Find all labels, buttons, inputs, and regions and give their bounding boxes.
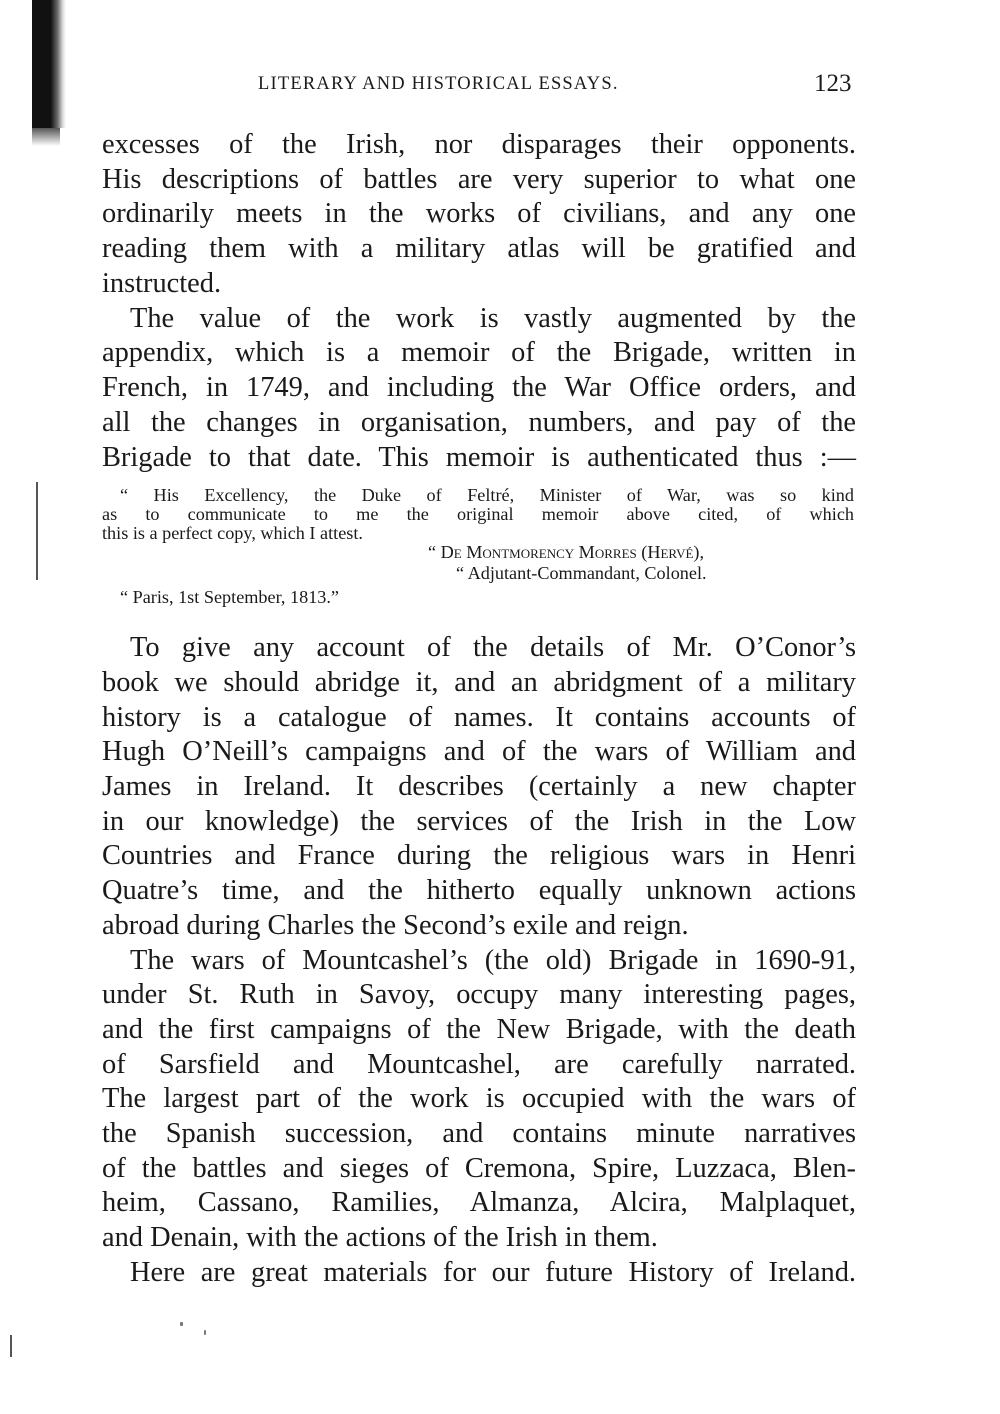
- text-line: and Denain, with the actions of the Irish in them.: [102, 1222, 658, 1253]
- text-line: Quatre’s time, and the hitherto equally unknown actions: [102, 875, 856, 906]
- text-line: Hugh O’Neill’s campaigns and of the wars of William and: [102, 736, 856, 767]
- text-line: the Spanish succession, and contains minute narratives: [102, 1118, 856, 1149]
- text-line: Countries and France during the religious wars in Henri: [102, 840, 856, 871]
- text-line: ordinarily meets in the works of civilians, and any one: [102, 198, 856, 229]
- text-line: The wars of Mountcashel’s (the old) Brigade in 1690-91,: [130, 945, 856, 976]
- text-line: heim, Cassano, Ramilies, Almanza, Alcira, Malplaquet,: [102, 1187, 856, 1218]
- text-line: all the changes in organisation, numbers, and pay of the: [102, 407, 856, 438]
- text-line: Brigade to that date. This memoir is authenticated thus :—: [102, 442, 856, 473]
- text-line: instructed.: [102, 268, 222, 299]
- quote-signature-name: “ De Montmorency Morres (Hervé),: [428, 542, 704, 562]
- running-head: LITERARY AND HISTORICAL ESSAYS.: [258, 74, 619, 94]
- text-line: abroad during Charles the Second’s exile and reign.: [102, 910, 689, 941]
- quote-line: “ His Excellency, the Duke of Feltré, Minister of War, was so kind: [120, 485, 854, 505]
- quote-signature-title: “ Adjutant-Commandant, Colonel.: [456, 563, 707, 583]
- text-line: James in Ireland. It describes (certainly a new chapter: [102, 771, 856, 802]
- scan-binding-shadow: [32, 0, 66, 128]
- text-line: history is a catalogue of names. It contains accounts of: [102, 702, 856, 733]
- text-line: To give any account of the details of Mr. O’Conor’s: [130, 632, 856, 663]
- scan-speck: [180, 1322, 183, 1326]
- text-line: under St. Ruth in Savoy, occupy many interesting pages,: [102, 979, 856, 1010]
- text-line: of Sarsfield and Mountcashel, are carefully narrated.: [102, 1049, 856, 1080]
- text-line: The largest part of the work is occupied with the wars of: [102, 1083, 856, 1114]
- text-line: excesses of the Irish, nor disparages their opponents.: [102, 129, 856, 160]
- text-line: in our knowledge) the services of the Irish in the Low: [102, 806, 856, 837]
- text-line: book we should abridge it, and an abridgment of a military: [102, 667, 856, 698]
- text-line: of the battles and sieges of Cremona, Spire, Luzzaca, Blen-: [102, 1153, 856, 1184]
- page-number: 123: [814, 70, 852, 97]
- text-line: French, in 1749, and including the War Office orders, and: [102, 372, 856, 403]
- quote-line: as to communicate to me the original memoir above cited, of which: [102, 504, 854, 524]
- text-line: His descriptions of battles are very superior to what one: [102, 164, 856, 195]
- text-line: and the first campaigns of the New Brigade, with the death: [102, 1014, 856, 1045]
- scan-speck: [204, 1330, 206, 1335]
- margin-mark: [10, 1335, 12, 1357]
- text-line: The value of the work is vastly augmented by the: [130, 303, 856, 334]
- text-line: reading them with a military atlas will be gratified and: [102, 233, 856, 264]
- text-line: Here are great materials for our future History of Ireland.: [130, 1257, 856, 1288]
- quote-dateline: “ Paris, 1st September, 1813.”: [120, 587, 339, 607]
- quote-line: this is a perfect copy, which I attest.: [102, 523, 363, 543]
- text-line: appendix, which is a memoir of the Brigade, written in: [102, 337, 856, 368]
- margin-mark: [36, 482, 38, 580]
